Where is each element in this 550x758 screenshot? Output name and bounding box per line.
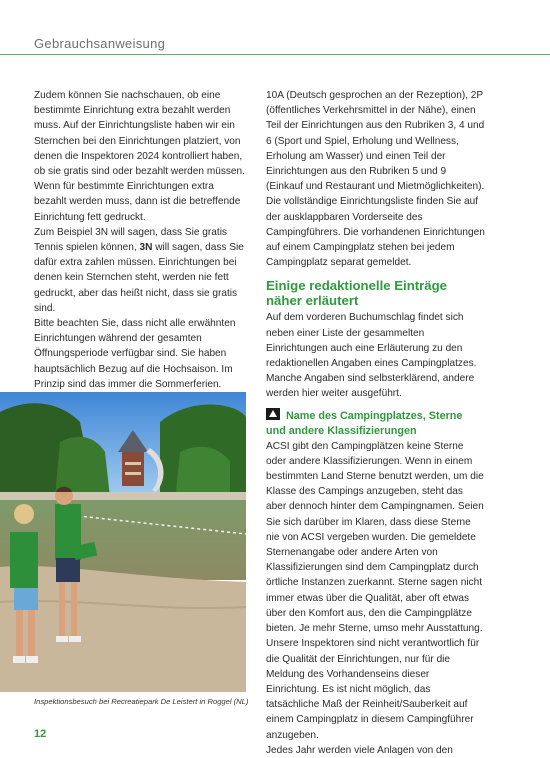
example-text-end: will sagen, dass Sie dafür extra zahlen müssen. Einrichtungen bei denen kein Sternchen steht, werden nie fett gedruckt, aber das heißt nicht, dass sie gratis sind. [34,242,244,314]
photo-caption: Inspektionsbesuch bei Recreatiepark De Leistert in Roggel (NL) [34,697,249,706]
example-bold-code: 3N [139,242,153,254]
subsection-heading-text: Name des Campingplatzes, Sterne und andere Klassifizierungen [266,409,463,437]
running-header: Gebrauchsanweisung [34,36,166,51]
left-paragraph-1: Zudem können Sie nachschauen, ob eine bestimmte Einrichtung extra bezahlt werden muss. Auf der Einrichtungsliste haben wir ein Sternchen bei den Einrichtungen platziert, von denen die Inspektoren 2024 kontrolliert haben, ob sie gratis sind oder bezahlt werden müssen. Wenn für bestimmte Einrichtungen extra bezahlt werden muss, dann ist die betreffende Einrichtung fett gedruckt. [34,90,245,223]
inspection-photo [0,392,246,692]
left-column [34,88,245,407]
left-paragraph-3: Bitte beachten Sie, dass nicht alle erwähnten Einrichtungen während der gesamten Öffnungsperiode verfügbar sind. Sie haben hauptsächlich Bezug auf die Hochsaison. Im Prinzip sind das immer die Sommerferien. [34,318,236,390]
right-paragraph-4: ACSI gibt den Campingplätzen keine Sterne oder andere Klassifizierungen. Wenn in einem bestimmten Land Sterne benutzt werden, um die Klasse des Campings anzugeben, steht das aber dennoch hinter dem Campingnamen. Seien Sie sich darüber im Klaren, dass diese Sterne nie von ACSI vergeben wurden. Die gemeldete Sternenangabe oder andere Arten von Klassifizierungen sind dem Campingplatz durch örtliche Instanzen zuerkannt. Sterne sagen nicht immer etwas über die Qualität, aber oft etwas über den Komfort aus, den die Campingplätze bieten. Je mehr Sterne, umso mehr Ausstattung. Unsere Inspektoren sind nicht verantwortlich für die Qualität der Einrichtungen, nur für die Meldung des Vorhandenseins dieser Einrichtung. Es ist nicht möglich, das tatsächliche Maß der Reinheit/Sauberkeit auf einem Campingplatz in diesem Campingführer anzugeben. [266,440,484,741]
left-paragraph-2 [34,225,245,316]
right-paragraph-3: Auf dem vorderen Buchumschlag findet sich neben einer Liste der gesammelten Einrichtungen auch eine Erläuterung zu den redaktionellen Angaben eines Campingplatzes. Manche Angaben sind selbsterklärend, andere werden hier weiter ausgeführt. [266,312,477,400]
page-number: 12 [34,728,47,740]
right-column [266,88,485,758]
right-paragraph-5: Jedes Jahr werden viele Anlagen von den [266,744,453,756]
example-text-start: Zum Beispiel 3N will sagen, dass Sie gratis Tennis spielen können, [34,226,227,254]
triangle-marker-icon [266,408,280,420]
header-rule [0,54,550,55]
right-paragraph-2: Die vollständige Einrichtungsliste finden Sie auf der ausklappbaren Vorderseite des Campingführers. Die vorhandenen Einrichtungen auf einem Campingplatz stehen bei jedem Campingplatz separat gemeldet. [266,196,485,269]
section-heading: Einige redaktionelle Einträge näher erläutert [266,278,448,309]
subsection-heading [266,408,485,439]
right-paragraph-1: 10A (Deutsch gesprochen an der Rezeption), 2P (öffentliches Verkehrsmittel in der Nähe), einen Teil der Einrichtungen aus den Rubriken 3, 4 und 6 (Sport und Spiel, Erholung und Wellness, Erholung am Wasser) und einen Teil der Einrichtungen aus den Rubriken 5 und 9 (Einkauf und Restaurant und Mietmöglichkeiten). [266,90,485,193]
photo-illustration [0,392,246,692]
